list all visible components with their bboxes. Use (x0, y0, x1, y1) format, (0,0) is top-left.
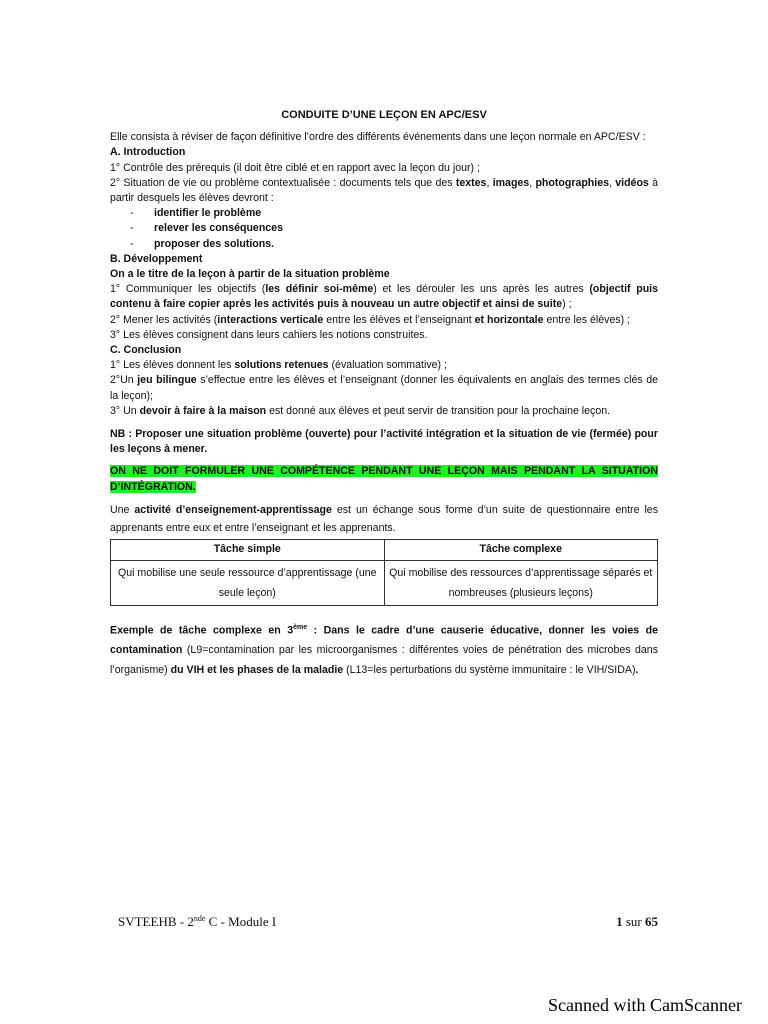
section-c-item-2 (110, 373, 658, 403)
text-span: ) ; (562, 298, 572, 311)
intro-paragraph: Elle consista à réviser de façon définitive l’ordre des différents événements dans une leçon normale en APC/ESV : (110, 131, 646, 144)
text-span: entre les élèves) ; (543, 313, 631, 326)
document-title: CONDUITE D’UNE LEÇON EN APC/ESV (281, 109, 487, 121)
bold-span: du VIH et les phases de la maladie (170, 664, 344, 677)
bold-span: solutions retenues (234, 359, 329, 372)
nb-note: NB : Proposer une situation problème (ouverte) pour l’activité intégration et la situation de vie (fermée) pour les leçons à mener. (110, 428, 658, 456)
superscript: ème (293, 623, 308, 631)
table-header: Tâche complexe (384, 539, 658, 560)
section-a-heading: A. Introduction (110, 146, 186, 159)
text-span: (L9=contamination par les microorganismes : différentes voies de pénétration des microbes dans l’organisme) (110, 644, 658, 677)
section-b-item-1 (110, 282, 658, 312)
section-a-item-2 (110, 176, 658, 206)
bold-span: les définir soi-même (265, 283, 374, 296)
bold-span: images (492, 176, 530, 189)
table-cell: Qui mobilise des ressources d’apprentissage séparés et nombreuses (plusieurs leçons) (384, 560, 658, 605)
text-span: 2° Situation de vie ou problème contextualisée : documents tels que des (110, 176, 456, 189)
text-span: SVTEEHB - 2 (118, 914, 194, 929)
text-span: ) et les dérouler les uns après les autres (373, 283, 590, 296)
superscript: nde (193, 914, 206, 923)
bold-span: interactions verticale (217, 313, 324, 326)
bold-span: . (635, 664, 639, 677)
page-total: 65 (645, 914, 658, 929)
bold-span: activité d’enseignement-apprentissage (134, 503, 332, 516)
task-table (110, 539, 658, 606)
table-cell: Qui mobilise une seule ressource d’apprentissage (une seule leçon) (111, 560, 385, 605)
table-header: Tâche simple (111, 539, 385, 560)
text-span: 3° Un (110, 404, 140, 417)
footer-page-number (616, 914, 658, 930)
text-span: est un échange sous forme d’un suite de questionnaire entre les apprenants entre eux et entre l’enseignant et les apprenants. (110, 503, 658, 534)
section-c-heading: C. Conclusion (110, 344, 182, 357)
text-span: 2° Mener les activités ( (110, 313, 218, 326)
bold-span: vidéos (615, 176, 649, 189)
section-c-item-1 (110, 358, 658, 373)
text-span: à partir desquels les élèves devront : (110, 176, 658, 205)
bold-span: : Dans le cadre d’une causerie éducative, donner les voies de contamination (110, 624, 658, 657)
table-header-row (111, 539, 658, 560)
text-span: Une (110, 503, 135, 516)
definition-paragraph (110, 501, 658, 537)
text-span: s’effectue entre les élèves et l’enseignant (donner les équivalents en anglais des termes clés de la leçon); (110, 374, 659, 402)
document-page (110, 108, 658, 680)
objectives-list (110, 206, 658, 252)
text-span: , (609, 176, 616, 189)
bold-span: jeu bilingue (137, 374, 197, 387)
section-b-heading: B. Développement (110, 252, 203, 265)
text-span: 1° Communiquer les objectifs ( (110, 283, 266, 296)
text-span: sur (622, 914, 645, 929)
bold-span: (objectif puis contenu à faire copier après les activités puis à nouveau un autre objectif et ainsi de suite (110, 283, 659, 311)
scanner-watermark: Scanned with CamScanner (548, 995, 742, 1015)
bold-span: et horizontale (474, 313, 544, 326)
text-span: , (529, 176, 536, 189)
section-b-item-2 (110, 313, 658, 328)
list-item: - proposer des solutions. (130, 237, 658, 252)
text-span: C - Module I (205, 914, 277, 929)
list-item: - relever les conséquences (130, 221, 658, 236)
highlighted-warning (110, 464, 658, 494)
section-a-item-1: 1° Contrôle des prérequis (il doit être ciblé et en rapport avec la leçon du jour) ; (110, 161, 480, 174)
section-c-item-3 (110, 404, 658, 419)
highlight-text: ON NE DOIT FORMULER UNE COMPÉTENCE PENDANT UNE LEÇON MAIS PENDANT LA SITUATION D’INTÉGRATION. (110, 465, 658, 493)
bold-span: photographies (535, 176, 610, 189)
bold-span: Exemple de tâche complexe en 3 (110, 624, 294, 637)
bold-span: devoir à faire à la maison (139, 404, 267, 417)
text-span: (L13=les perturbations du système immunitaire : le VIH/SIDA) (343, 664, 636, 677)
section-b-subheading: On a le titre de la leçon à partir de la situation problème (110, 268, 390, 281)
text-span: 2°Un (110, 374, 138, 387)
text-span: (évaluation sommative) ; (328, 359, 447, 372)
list-item: - identifier le problème (130, 206, 658, 221)
footer-course (118, 914, 276, 930)
page-number: 1 (616, 914, 623, 929)
text-span: entre les élèves et l’enseignant (323, 313, 475, 326)
text-span: , (486, 176, 493, 189)
table-row (111, 560, 658, 605)
bold-span: textes (455, 176, 487, 189)
section-b-item-3: 3° Les élèves consignent dans leurs cahiers les notions construites. (110, 328, 428, 341)
example-paragraph (110, 618, 658, 681)
text-span: est donné aux élèves et peut servir de transition pour la prochaine leçon. (266, 404, 611, 417)
text-span: 1° Les élèves donnent les (110, 359, 235, 372)
